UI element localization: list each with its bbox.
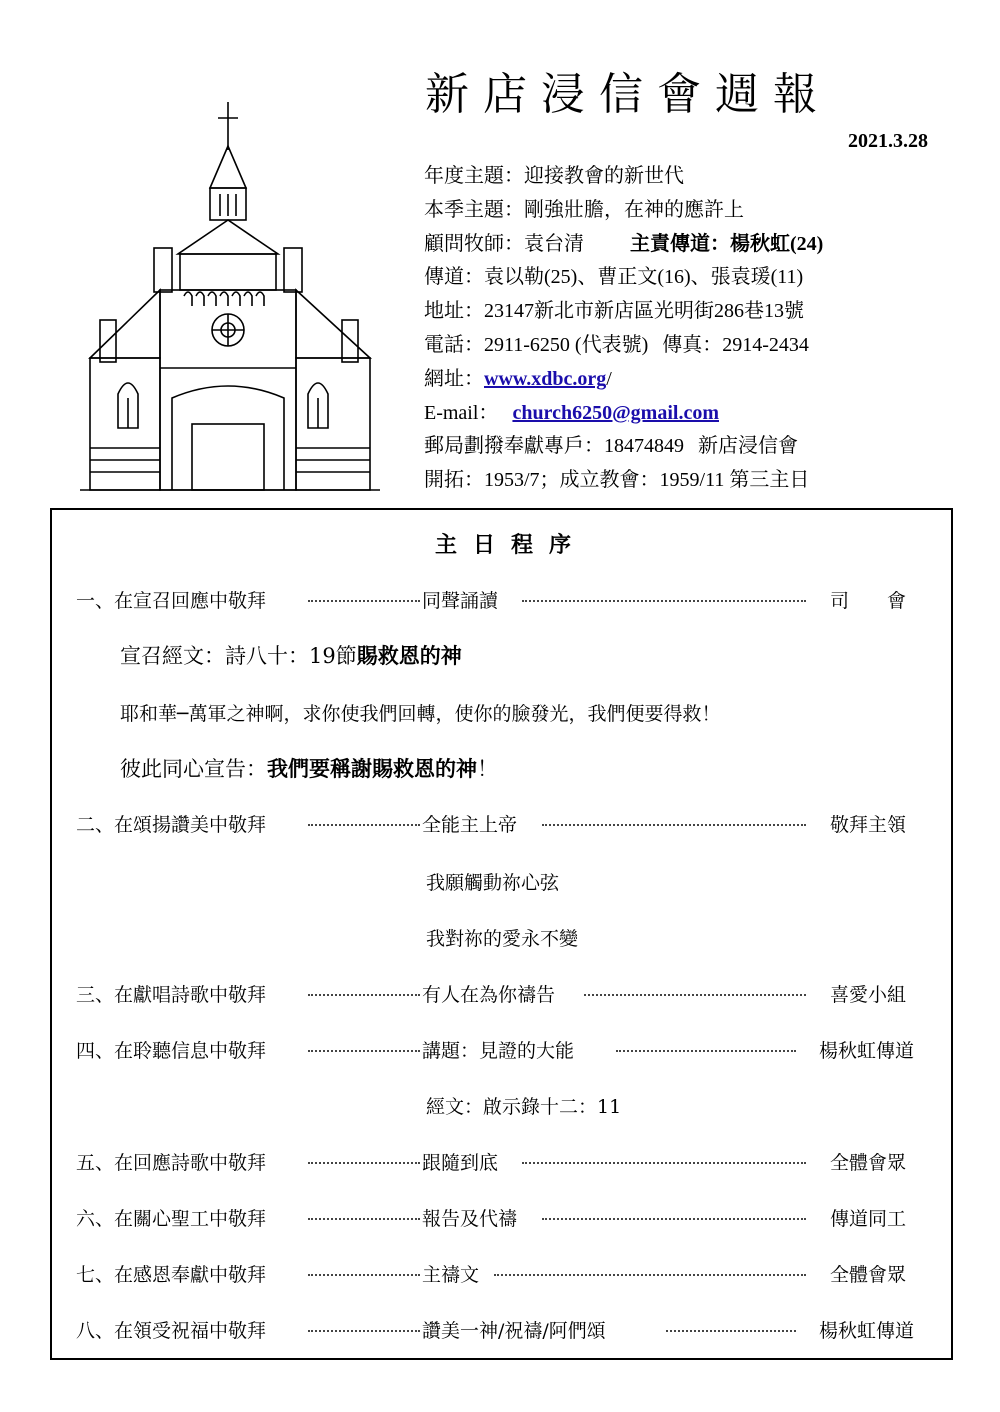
item-person: 喜愛小組 bbox=[829, 984, 906, 1006]
founded-suffix: 第三主日 bbox=[729, 469, 810, 492]
dot-leader bbox=[308, 594, 420, 602]
item-person: 敬拜主領 bbox=[829, 814, 906, 836]
call-scripture-label: 宣召經文：詩八十：19節 bbox=[120, 644, 357, 668]
dot-leader bbox=[584, 988, 806, 996]
declaration-text: 我們要稱謝賜救恩的神 bbox=[267, 756, 477, 781]
program-item bbox=[76, 1316, 914, 1344]
pastor-line bbox=[424, 228, 823, 262]
item-label: 五、在回應詩歌中敬拜 bbox=[76, 1152, 267, 1174]
item-content: 跟隨到底 bbox=[422, 1152, 499, 1174]
postal-name: 新店浸信會 bbox=[698, 435, 798, 458]
dot-leader bbox=[542, 1212, 806, 1220]
phone: 電話：2911-6250 (代表號) bbox=[424, 333, 649, 356]
worship-song: 我對祢的愛永不變 bbox=[426, 928, 579, 950]
phone-fax-line bbox=[424, 329, 823, 363]
advisor-pastor: 顧問牧師：袁台清 bbox=[424, 232, 584, 255]
fax: 傳真：2914-2434 bbox=[662, 333, 809, 356]
dot-leader bbox=[308, 818, 420, 826]
program-item bbox=[76, 810, 904, 838]
email-line bbox=[424, 397, 823, 431]
item-content: 全能主上帝 bbox=[422, 814, 518, 836]
item-label: 三、在獻唱詩歌中敬拜 bbox=[76, 984, 267, 1006]
program-title: 主日程序 bbox=[435, 532, 588, 558]
dot-leader bbox=[308, 1212, 420, 1220]
program-item bbox=[76, 586, 904, 614]
dot-leader bbox=[308, 1044, 420, 1052]
dot-leader bbox=[494, 1268, 806, 1276]
item-label: 四、在聆聽信息中敬拜 bbox=[76, 1040, 267, 1062]
lead-preacher: 主責傳道：楊秋虹(24) bbox=[630, 232, 824, 255]
item-content: 有人在為你禱告 bbox=[422, 984, 556, 1006]
season-theme: 本季主題：剛強壯膽，在神的應許上 bbox=[424, 198, 744, 221]
preachers: 傳道：袁以勒(25)、曹正文(16)、張袁瑗(11) bbox=[424, 266, 804, 289]
founded: 開拓：1953/7；成立教會：1959/11 bbox=[424, 469, 725, 492]
declaration-end: ！ bbox=[477, 757, 498, 781]
item-label: 七、在感恩奉獻中敬拜 bbox=[76, 1264, 267, 1286]
item-label: 八、在領受祝福中敬拜 bbox=[76, 1320, 267, 1342]
call-scripture-text: 耶和華─萬軍之神啊，求你使我們回轉，使你的臉發光，我們便要得救！ bbox=[120, 703, 721, 725]
founded-line bbox=[424, 464, 823, 498]
item-label: 一、在宣召回應中敬拜 bbox=[76, 590, 267, 612]
email-link[interactable]: church6250@gmail.com bbox=[512, 401, 719, 424]
call-scripture-title: 賜救恩的神 bbox=[356, 643, 462, 668]
item-person: 楊秋虹傳道 bbox=[818, 1320, 914, 1342]
dot-leader bbox=[666, 1324, 796, 1332]
dot-leader bbox=[308, 1268, 420, 1276]
dot-leader bbox=[522, 594, 806, 602]
dot-leader bbox=[308, 1324, 420, 1332]
worship-song: 我願觸動祢心弦 bbox=[426, 872, 560, 894]
postal-line bbox=[424, 430, 823, 464]
item-person: 全體會眾 bbox=[829, 1152, 906, 1174]
website-suffix: / bbox=[606, 367, 612, 390]
item-person: 楊秋虹傳道 bbox=[818, 1040, 914, 1062]
item-content: 講題：見證的大能 bbox=[422, 1040, 575, 1062]
sermon-scripture: 經文：啟示錄十二：11 bbox=[426, 1096, 622, 1118]
dot-leader bbox=[542, 818, 806, 826]
website-link[interactable]: www.xdbc.org bbox=[484, 367, 607, 390]
program-item bbox=[76, 1260, 904, 1288]
program-item bbox=[76, 980, 904, 1008]
website-line bbox=[424, 363, 823, 397]
bulletin-title: 新店浸信會週報 bbox=[425, 69, 831, 120]
dot-leader bbox=[616, 1044, 796, 1052]
dot-leader bbox=[522, 1156, 806, 1164]
declaration bbox=[120, 753, 498, 783]
church-illustration bbox=[80, 98, 380, 498]
item-person: 傳道同工 bbox=[829, 1208, 906, 1230]
website-label: 網址： bbox=[424, 367, 484, 390]
item-content: 同聲誦讀 bbox=[422, 590, 499, 612]
email-label: E-mail： bbox=[424, 401, 499, 424]
postal-account: 郵局劃撥奉獻專戶：18474849 bbox=[424, 435, 684, 458]
bulletin-date: 2021.3.28 bbox=[848, 130, 928, 152]
item-person: 全體會眾 bbox=[829, 1264, 906, 1286]
program-item bbox=[76, 1148, 904, 1176]
item-content: 讚美一神/祝禱/阿們頌 bbox=[422, 1320, 606, 1342]
item-label: 二、在頌揚讚美中敬拜 bbox=[76, 814, 267, 836]
dot-leader bbox=[308, 1156, 420, 1164]
item-content: 主禱文 bbox=[422, 1264, 480, 1286]
program-item bbox=[76, 1036, 914, 1064]
program-item bbox=[76, 1204, 904, 1232]
address: 地址：23147新北市新店區光明街286巷13號 bbox=[424, 300, 804, 323]
call-scripture bbox=[120, 640, 462, 670]
item-label: 六、在關心聖工中敬拜 bbox=[76, 1208, 267, 1230]
dot-leader bbox=[308, 988, 420, 996]
item-content: 報告及代禱 bbox=[422, 1208, 518, 1230]
church-info bbox=[424, 160, 823, 498]
declaration-label: 彼此同心宣告： bbox=[120, 757, 267, 781]
item-person: 司 會 bbox=[829, 590, 906, 612]
annual-theme: 年度主題：迎接教會的新世代 bbox=[424, 165, 684, 187]
